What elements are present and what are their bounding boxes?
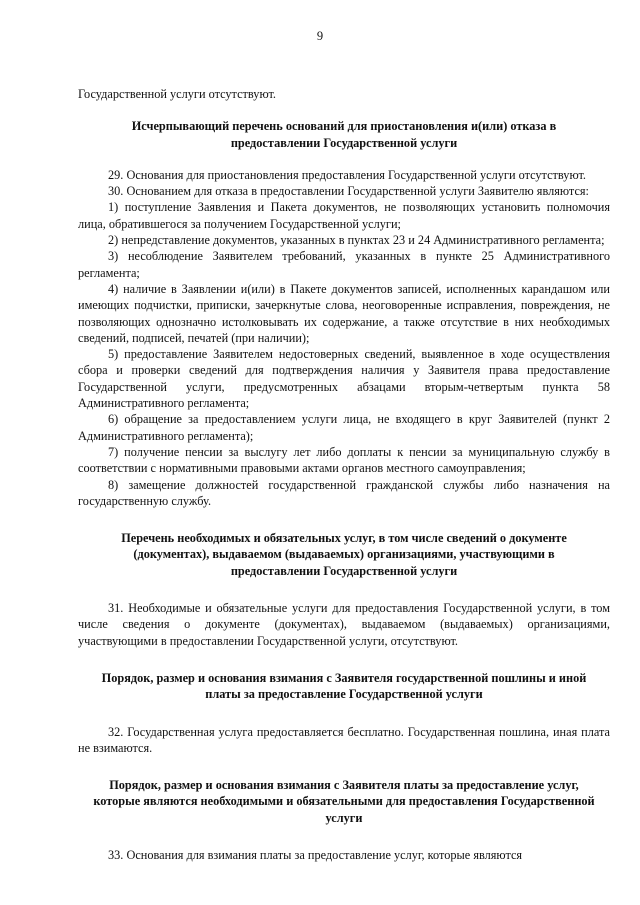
paragraph-32: 32. Государственная услуга предоставляется бесплатно. Государственная пошлина, иная плата не взимаются.	[78, 724, 610, 755]
section-heading-fee-for-services: Порядок, размер и основания взимания с Заявителя платы за предоставление услуг, которые являются необходимыми и обязательными для предоставления Государственной услуги	[93, 778, 595, 825]
section-heading-refusal-grounds: Исчерпывающий перечень оснований для приостановления и(или) отказа в предоставлении Государственной услуги	[131, 119, 557, 150]
section-heading-required-services: Перечень необходимых и обязательных услуг, в том числе сведений о документе (документах), выдаваемом (выдаваемых) организациями, участвующими в предоставлении Государственной услуги	[121, 531, 567, 578]
list-item-8: 8) замещение должностей государственной гражданской службы либо назначения на государственную службу.	[78, 477, 610, 508]
paragraph-33: 33. Основания для взимания платы за предоставление услуг, которые являются	[108, 847, 523, 862]
list-item-7: 7) получение пенсии за выслугу лет либо доплаты к пенсии за муниципальную службу в соответствии с нормативными правовыми актами органов местного самоуправления;	[78, 444, 610, 476]
list-item-5: 5) предоставление Заявителем недостоверных сведений, выявленное в ходе осуществления сбора и проверки сведений для подтверждения наличия у Заявителя права предоставление Государственной услуги, предусмотренных абзацами вторым-четвертым пункта 58 Административного регламента;	[78, 347, 610, 411]
list-item-1: 1) поступление Заявления и Пакета документов, не позволяющих установить полномочия лица, обратившегося за получением Государственной услуги;	[78, 200, 610, 231]
paragraph-31: 31. Необходимые и обязательные услуги для предоставления Государственной услуги, в том числе сведения о документе (документах), выдаваемом (выдаваемых) организациями, участвующими в предоставлении Государственной услуги, отсутствуют.	[78, 601, 610, 648]
list-item-2: 2) непредставление документов, указанных в пунктах 23 и 24 Административного регламента;	[108, 233, 605, 248]
page-body	[78, 86, 610, 863]
paragraph-30: 30. Основанием для отказа в предоставлении Государственной услуги Заявителю являются:	[108, 184, 589, 199]
paragraph-29: 29. Основания для приостановления предоставления Государственной услуги отсутствуют.	[108, 167, 586, 182]
list-item-3: 3) несоблюдение Заявителем требований, указанных в пункте 25 Административного регламента;	[78, 249, 610, 280]
section-heading-state-duty: Порядок, размер и основания взимания с Заявителя государственной пошлины и иной платы за предоставление Государственной услуги	[101, 670, 587, 702]
page-number: 9	[316, 29, 324, 43]
list-item-4: 4) наличие в Заявлении и(или) в Пакете документов записей, исполненных карандашом или имеющих подчистки, приписки, зачеркнутые слова, неоговоренные исправления, повреждения, не позволяющих однозначно истолковывать их содержание, а также отсутствие в них необходимых сведений, подписей, печатей (при наличии);	[78, 281, 610, 345]
continuation-line: Государственной услуги отсутствуют.	[78, 87, 276, 101]
list-item-6: 6) обращение за предоставлением услуги лица, не входящего в круг Заявителей (пункт 2 Административного регламента);	[78, 412, 610, 443]
